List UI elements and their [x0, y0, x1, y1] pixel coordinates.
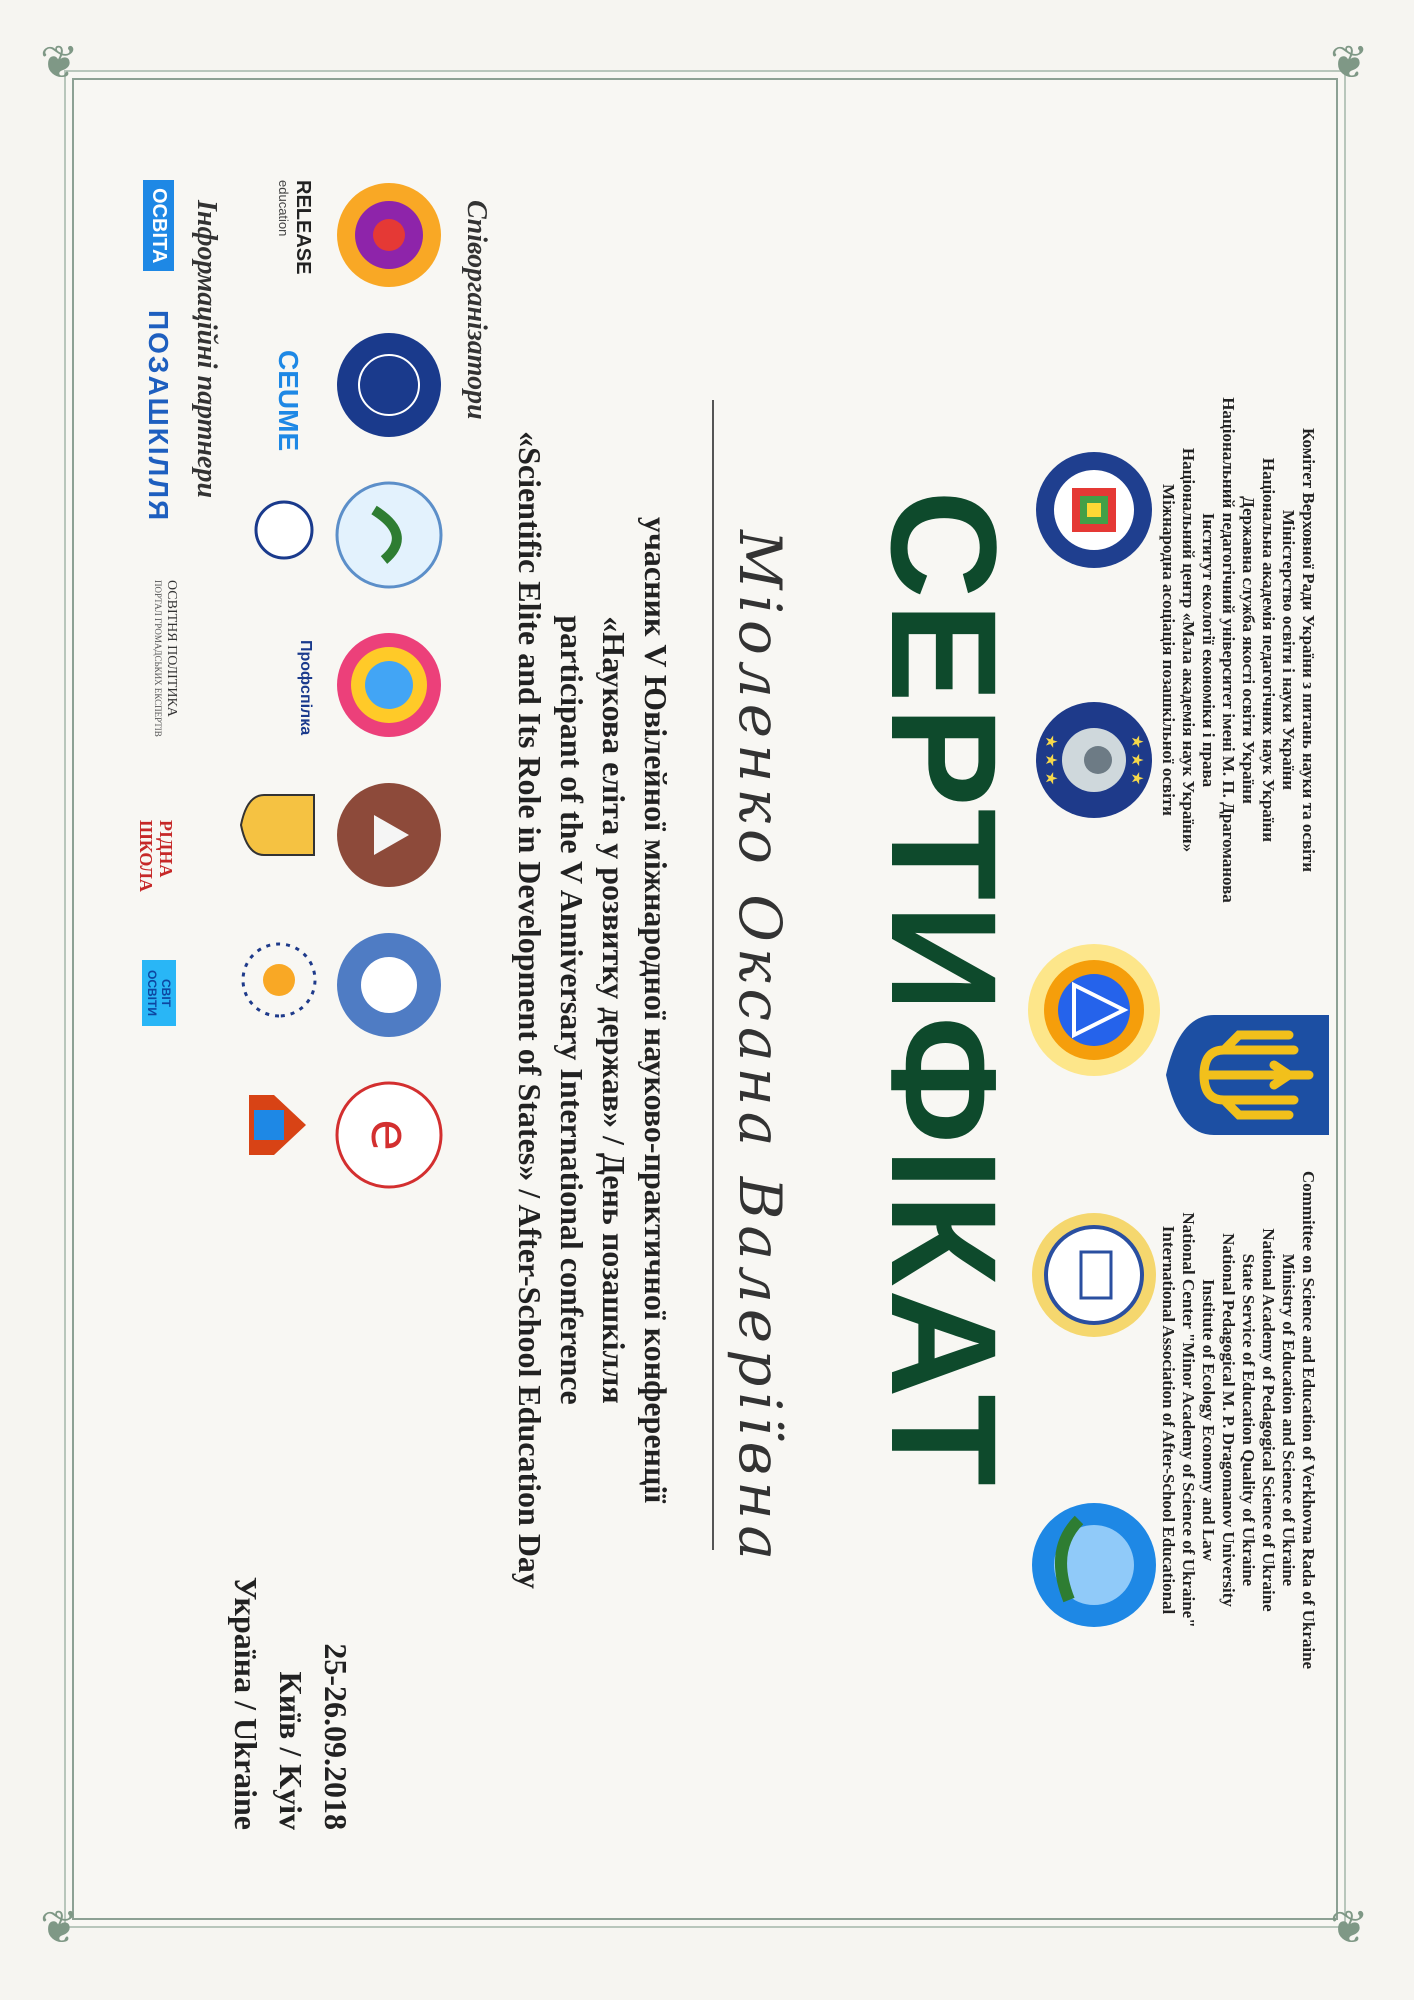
org-line: Ministry of Education and Science of Ukraine [1279, 1253, 1298, 1587]
svg-text:e: e [359, 1119, 419, 1151]
dragomanov-university-logo [1034, 700, 1154, 820]
osvita-partner-logo: ОСВІТА [143, 180, 174, 271]
org-line: Державна служба якості освіти України [1239, 496, 1258, 804]
corner-ornament-icon: ❦ [40, 37, 79, 88]
corner-ornament-icon: ❦ [1330, 1902, 1369, 1953]
coorganizer-small-seal-logo [254, 500, 314, 560]
osvitnia-politika-text: ОСВІТНЯ ПОЛІТИКА [164, 580, 179, 717]
conference-name-en: «Scientific Elite and Its Role in Development of States» / After-School Education Day [512, 431, 548, 1589]
ridna-shkola-logo: РІДНА ШКОЛА [136, 820, 176, 892]
certificate-content [54, 60, 1354, 1940]
coorganizers-label: Співорганізатори [461, 200, 492, 420]
org-line: Національний педагогічний університет імені М. П. Драгоманова [1219, 397, 1238, 903]
pozashkillia-partner-logo: ПОЗАШКІЛЛЯ [143, 310, 174, 523]
minor-academy-sun-logo [1024, 940, 1164, 1080]
svit-osvity-logo: СВІТ ОСВІТИ [142, 960, 176, 1026]
conference-name-ua: «Наукова еліта у розвитку держав» / День позашкілля [596, 616, 632, 1404]
release-education-logo [244, 180, 314, 300]
org-line: Міністерство освіти і науки України [1279, 509, 1298, 791]
ukraine-coat-of-arms-icon [1164, 1010, 1334, 1140]
corner-ornament-icon: ❦ [1330, 37, 1369, 88]
org-line: International Association of After-School Educational [1159, 1225, 1178, 1615]
org-line: Національний центр «Мала академія наук України» [1179, 447, 1198, 853]
coorganizer-e-logo [334, 1080, 444, 1190]
org-line: Національна академія педагогічних наук України [1259, 457, 1278, 843]
org-line: Committee on Science and Education of Verkhovna Rada of Ukraine [1299, 1170, 1318, 1670]
release-text: RELEASE [292, 180, 314, 275]
org-line: National Academy of Pedagogical Science of Ukraine [1259, 1228, 1278, 1612]
coorganizer-dots-logo [239, 940, 319, 1020]
event-city: Київ / Kyiv [273, 1671, 309, 1830]
svg-text:★ ★ ★: ★ ★ ★ [1042, 734, 1059, 786]
org-line: State Service of Education Quality of Ukraine [1239, 1253, 1258, 1587]
release-subtext: education [276, 180, 291, 237]
corner-ornament-icon: ❦ [40, 1902, 79, 1953]
after-school-education-logo [1034, 450, 1154, 570]
participation-line-ua: учасник V Ювілейної міжнародної науково-практичної конференції [638, 516, 674, 1504]
partners-label: Інформаційні партнери [191, 200, 222, 499]
coorganizer-globe-logo [334, 480, 444, 590]
svg-text:★ ★ ★: ★ ★ ★ [1128, 734, 1145, 786]
org-line: Інститут екології економіки і права [1199, 512, 1218, 788]
institute-ecology-logo [1029, 1500, 1159, 1630]
coorganizer-shield-logo [239, 790, 319, 860]
certificate-title: СЕРТИФІКАТ [860, 490, 1028, 1490]
osvitnia-politika-logo [153, 580, 179, 780]
coorganizer-blue-seal-logo [334, 330, 444, 440]
org-line: Комітет Верховної Ради України з питань науки та освіти [1299, 427, 1318, 873]
org-line: National Pedagogical M. P. Dragomanov University [1219, 1233, 1238, 1607]
organizers-ukrainian [1158, 390, 1318, 910]
event-country: Україна / Ukraine [228, 1576, 264, 1830]
participation-line-en: participant of the V Anniversary International conference [554, 615, 590, 1405]
coorganizer-brown-seal-logo [334, 780, 444, 890]
org-line: Institute of Ecology Economy and Law [1199, 1279, 1218, 1561]
coorganizer-rainbow-logo [334, 630, 444, 740]
org-line: National Center "Minor Academy of Science of Ukraine" [1179, 1212, 1198, 1628]
event-date: 25-26.09.2018 [318, 1643, 354, 1830]
ceume-logo: CEUME [273, 350, 304, 452]
recipient-name: Міоленко Оксана Валеріївна [726, 530, 794, 1566]
osvitnia-politika-subtext: ПОРТАЛ ГРОМАДСЬКИХ ЕКСПЕРТІВ [153, 580, 163, 737]
festival-flower-logo [334, 180, 444, 290]
organizers-english [1158, 1140, 1318, 1700]
profunion-logo: Профспілка [297, 640, 314, 736]
org-line: Міжнародна асоціація позашкільної освіти [1159, 484, 1178, 816]
coorganizer-blue-circle-logo [334, 930, 444, 1040]
signature-line [712, 400, 714, 1550]
pedagogical-academy-logo [1029, 1210, 1159, 1340]
coorganizer-house-logo [244, 1090, 314, 1160]
